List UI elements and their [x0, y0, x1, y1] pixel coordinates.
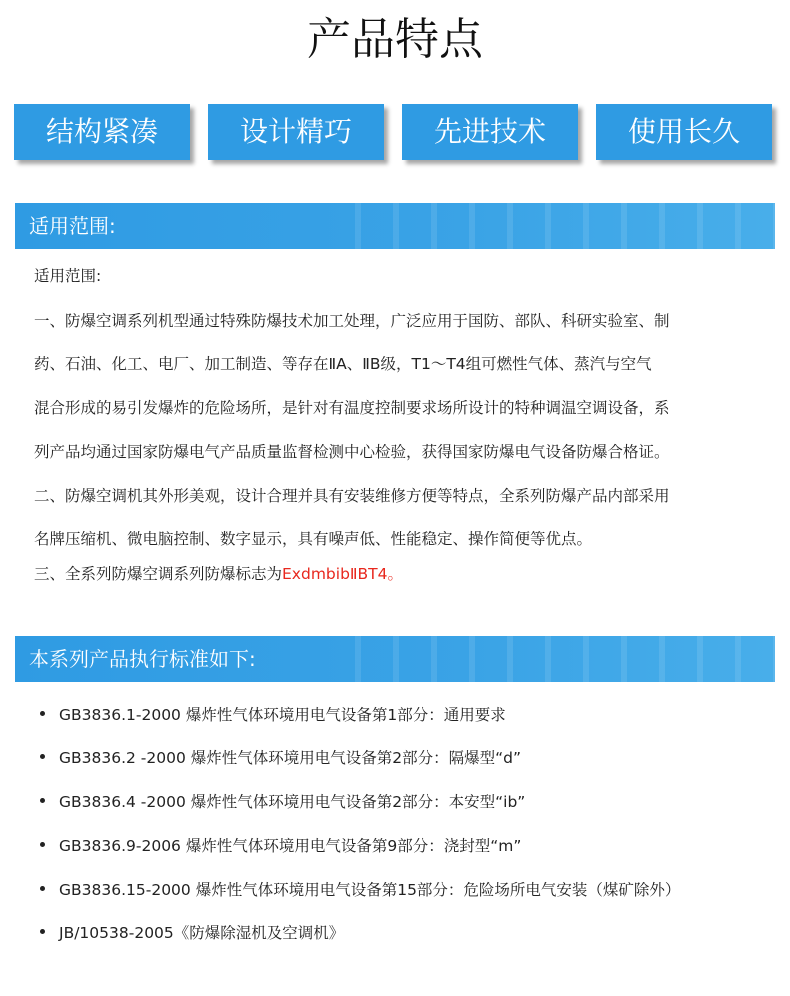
- list-item: [40, 878, 680, 900]
- standards-header-label: 本系列产品执行标准如下:: [29, 647, 256, 671]
- scope-header-label: 适用范围:: [29, 214, 116, 238]
- feature-durable: 使用长久: [596, 104, 772, 160]
- standard-text: GB3836.9-2006 爆炸性气体环境用电气设备第9部分：浇封型“m”: [59, 837, 522, 855]
- standard-text: JB/10538-2005《防爆除湿机及空调机》: [59, 924, 345, 942]
- list-item: [40, 703, 506, 725]
- scope-line-4: 列产品均通过国家防爆电气产品质量监督检测中心检验，获得国家防爆电气设备防爆合格证。: [34, 443, 670, 461]
- standard-text: GB3836.2 -2000 爆炸性气体环境用电气设备第2部分：隔爆型“d”: [59, 749, 522, 767]
- feature-compact: 结构紧凑: [14, 104, 190, 160]
- standard-text: GB3836.1-2000 爆炸性气体环境用电气设备第1部分：通用要求: [59, 706, 506, 724]
- feature-technology: 先进技术: [402, 104, 578, 160]
- bullet-icon: [40, 886, 45, 891]
- header-background-pattern: [355, 203, 775, 249]
- standard-text: GB3836.15-2000 爆炸性气体环境用电气设备第15部分：危险场所电气安装（煤矿除外）: [59, 881, 681, 899]
- scope-line-6: 名牌压缩机、微电脑控制、数字显示，具有噪声低、性能稳定、操作简便等优点。: [34, 530, 593, 548]
- scope-line-7: [34, 562, 760, 584]
- bullet-icon: [40, 929, 45, 934]
- bullet-icon: [40, 842, 45, 847]
- explosion-mark-prefix: 三、全系列防爆空调系列防爆标志为: [34, 565, 283, 583]
- explosion-mark: ExdmbibⅡBT4。: [282, 565, 403, 583]
- scope-section-header: [15, 203, 775, 249]
- bullet-icon: [40, 754, 45, 759]
- page-title: 产品特点: [307, 14, 483, 65]
- header-background-pattern: [355, 636, 775, 682]
- scope-line-5: 二、防爆空调机其外形美观，设计合理并具有安装维修方便等特点，全系列防爆产品内部采用: [34, 487, 670, 505]
- scope-line-2: 药、石油、化工、电厂、加工制造、等存在ⅡA、ⅡB级，T1～T4组可燃性气体、蒸汽与空气: [34, 355, 652, 373]
- scope-line-3: 混合形成的易引发爆炸的危险场所，是针对有温度控制要求场所设计的特种调温空调设备，系: [34, 399, 670, 417]
- list-item: [40, 921, 344, 943]
- bullet-icon: [40, 711, 45, 716]
- standard-text: GB3836.4 -2000 爆炸性气体环境用电气设备第2部分：本安型“ib”: [59, 793, 526, 811]
- scope-line-0: 适用范围:: [34, 267, 102, 285]
- standards-section-header: [15, 636, 775, 682]
- feature-design: 设计精巧: [208, 104, 384, 160]
- list-item: [40, 834, 521, 856]
- bullet-icon: [40, 798, 45, 803]
- list-item: [40, 746, 521, 768]
- list-item: [40, 790, 525, 812]
- scope-line-1: 一、防爆空调系列机型通过特殊防爆技术加工处理，广泛应用于国防、部队、科研实验室、制: [34, 312, 670, 330]
